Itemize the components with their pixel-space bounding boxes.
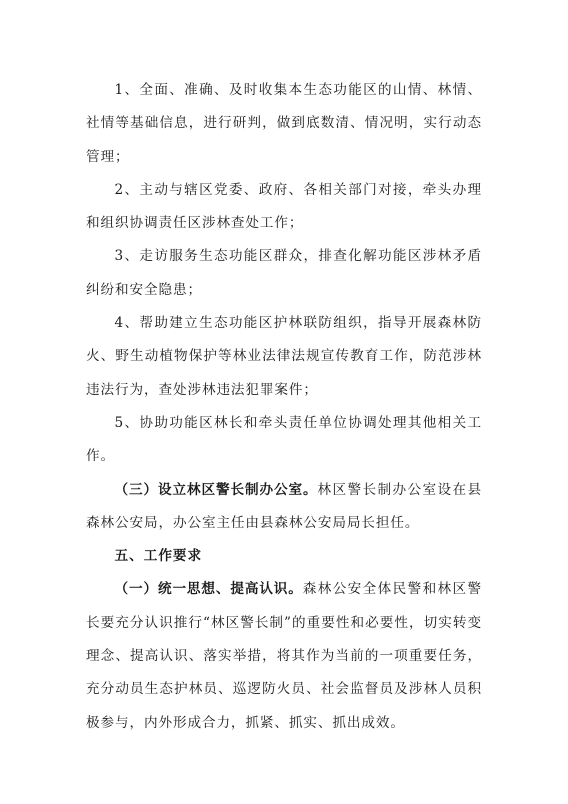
paragraph-duty-3 xyxy=(86,240,482,307)
paragraph-lead: （三）设立林区警长制办公室。 xyxy=(114,481,318,498)
paragraph-text: 1、全面、准确、及时收集本生态功能区的山情、林情、社情等基础信息，进行研判，做到底数清、情况明，实行动态管理； xyxy=(86,82,482,165)
paragraph-office xyxy=(86,474,482,541)
paragraph-text: 2、主动与辖区党委、政府、各相关部门对接，牵头办理和组织协调责任区涉林查处工作； xyxy=(86,181,482,232)
paragraph-requirement-1 xyxy=(86,573,482,739)
paragraph-duty-4 xyxy=(86,307,482,407)
heading-text: 五、工作要求 xyxy=(114,548,203,565)
document-body xyxy=(86,74,482,740)
section-heading xyxy=(86,540,482,573)
paragraph-text: 森林公安全体民警和林区警长要充分认识推行“林区警长制”的重要性和必要性，切实转变理念、提高认识、落实举措，将其作为当前的一项重要任务，充分动员生态护林员、巡逻防火员、社会监督员及涉林人员积极参与，内外形成合力，抓紧、抓实、抓出成效。 xyxy=(86,581,482,731)
paragraph-text: 4、帮助建立生态功能区护林联防组织，指导开展森林防火、野生动植物保护等林业法律法规宣传教育工作，防范涉林违法行为，查处涉林违法犯罪案件； xyxy=(86,315,482,398)
paragraph-lead: （一）统一思想、提高认识。 xyxy=(114,581,303,598)
paragraph-text: 5、协助功能区林长和牵头责任单位协调处理其他相关工作。 xyxy=(86,414,482,465)
paragraph-text: 林区警长制办公室设在县森林公安局，办公室主任由县森林公安局局长担任。 xyxy=(86,481,482,531)
paragraph-text: 3、走访服务生态功能区群众，排查化解功能区涉林矛盾纠纷和安全隐患； xyxy=(86,248,482,298)
paragraph-duty-5 xyxy=(86,407,482,474)
paragraph-duty-2 xyxy=(86,174,482,241)
paragraph-duty-1 xyxy=(86,74,482,174)
